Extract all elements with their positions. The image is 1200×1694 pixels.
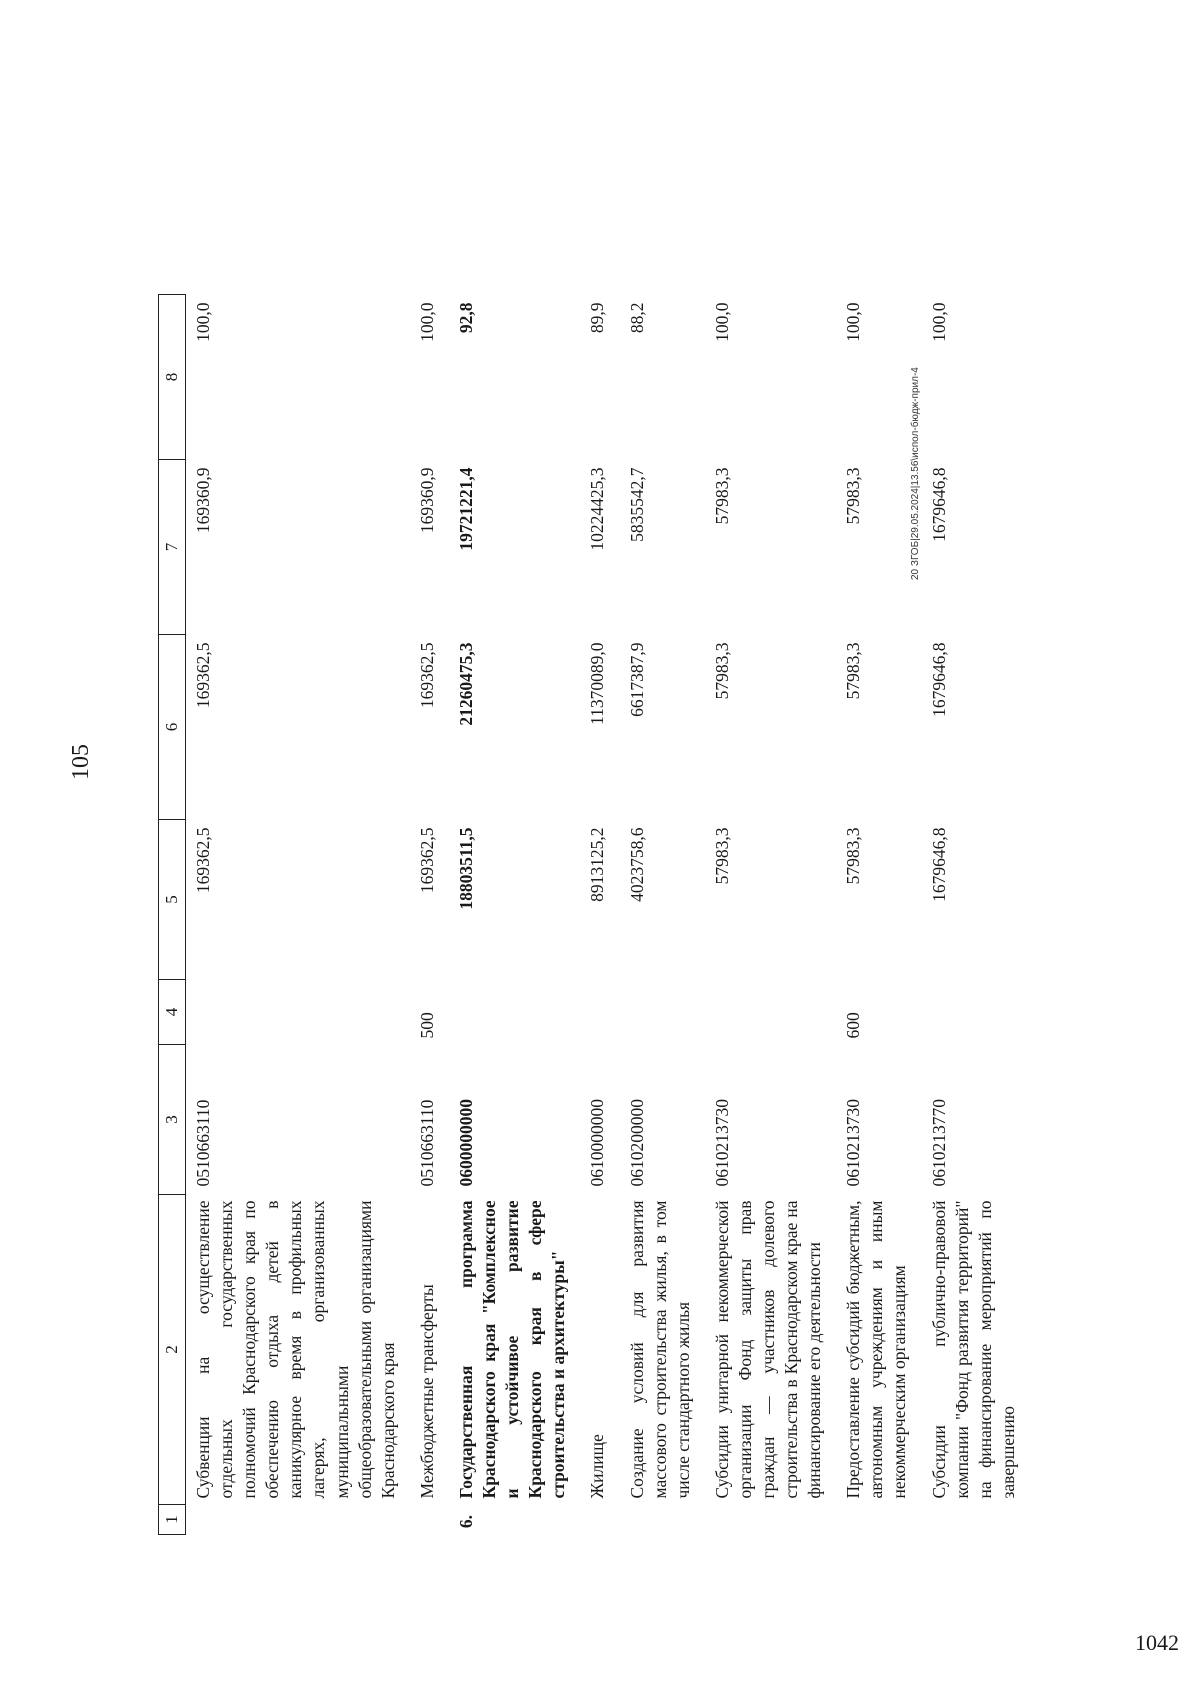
row-value-6: 57983,3 [711, 642, 732, 700]
document-footer: 20 ЗГОБ|29.05.2024|13.56\испол-бюдж-прил-4 [910, 367, 921, 580]
row-value-8: 88,2 [626, 302, 647, 334]
row-value-6: 1679646,8 [928, 642, 949, 717]
row-code: 0600000000 [455, 1099, 476, 1187]
table-row [705, 295, 836, 1535]
row-number [836, 1505, 921, 1535]
row-value-8: 100,0 [843, 302, 864, 342]
column-header: 6 [159, 635, 186, 820]
row-value-5: 18803511,5 [455, 827, 476, 910]
table-row [186, 295, 410, 1535]
row-name: Межбюджетные трансферты [416, 1284, 437, 1499]
row-type: 500 [416, 1012, 437, 1039]
row-value-7: 19721221,4 [455, 467, 476, 551]
row-value-5: 57983,3 [711, 827, 732, 885]
row-value-8: 100,0 [711, 302, 732, 342]
table-row [410, 295, 449, 1535]
row-type: 600 [843, 1012, 864, 1039]
row-value-8: 100,0 [416, 302, 437, 342]
row-name: Создание условий для развития массового строительства жилья, в том числе стандартного жилья [626, 1200, 693, 1499]
row-value-6: 11370089,0 [587, 642, 608, 725]
row-value-7: 57983,3 [843, 467, 864, 525]
table-row [620, 295, 705, 1535]
page-number: 105 [68, 744, 94, 780]
row-value-5: 169362,5 [416, 827, 437, 894]
row-value-8: 89,9 [587, 302, 608, 334]
row-code: 0610200000 [626, 1099, 647, 1187]
row-number [620, 1505, 705, 1535]
row-value-6: 21260475,3 [455, 642, 476, 726]
row-type [620, 980, 705, 1045]
row-code: 0510663110 [193, 1099, 213, 1187]
row-value-5: 4023758,6 [626, 827, 647, 902]
budget-table [158, 294, 1030, 1535]
row-value-5: 8913125,2 [587, 827, 608, 902]
table-row [449, 295, 580, 1535]
row-code: 0510663110 [416, 1099, 437, 1187]
row-number [705, 1505, 836, 1535]
row-number [410, 1505, 449, 1535]
row-number: 6. [455, 1514, 476, 1529]
row-code: 0610213770 [928, 1099, 949, 1187]
row-value-7: 169360,9 [193, 467, 213, 534]
row-name: Жилище [587, 1434, 608, 1499]
row-name: Субвенции на осуществление отдельных государственных полномочий Краснодарского края по обеспечению отдыха детей в каникулярное время в профильных лагерях, организованных муниципальными общеобразовательными организациями Краснодарского края [193, 1200, 398, 1499]
row-value-7: 57983,3 [711, 467, 732, 525]
table-row [580, 295, 619, 1535]
row-value-7: 5835542,7 [626, 467, 647, 542]
row-name: Предоставление субсидий бюджетным, автономным учреждениям и иным некоммерческим организациям [843, 1200, 910, 1499]
row-value-6: 57983,3 [843, 642, 864, 700]
row-type [580, 980, 619, 1045]
row-value-7: 10224425,3 [587, 467, 608, 551]
sheet-number: 1042 [1135, 1630, 1179, 1655]
row-value-6: 169362,5 [193, 642, 213, 709]
column-header: 7 [159, 460, 186, 635]
row-name: Субсидии публично-правовой компании "Фонд развития территорий" на финансирование мероприятий по завершению [928, 1200, 1018, 1499]
row-number [922, 1505, 1030, 1535]
row-type [922, 980, 1030, 1045]
row-type [449, 980, 580, 1045]
row-name: Государственная программа Краснодарского края "Комплексное и устойчивое развитие Краснодарского края в сфере строительства и архитектуры" [455, 1200, 569, 1499]
column-header: 8 [159, 295, 186, 460]
row-value-8: 92,8 [455, 302, 476, 334]
row-value-7: 169360,9 [416, 467, 437, 534]
row-value-5: 57983,3 [843, 827, 864, 885]
row-type [186, 980, 410, 1045]
table-header-row [159, 295, 186, 1535]
row-value-8: 100,0 [928, 302, 949, 342]
row-code: 0610000000 [587, 1099, 608, 1187]
column-header: 3 [159, 1045, 186, 1195]
row-type [705, 980, 836, 1045]
document-page [0, 220, 1018, 1620]
column-header: 1 [159, 1505, 186, 1535]
column-header: 2 [159, 1195, 186, 1505]
row-value-6: 169362,5 [416, 642, 437, 709]
row-number [580, 1505, 619, 1535]
column-header: 5 [159, 820, 186, 980]
table-row [922, 295, 1030, 1535]
row-code: 0610213730 [843, 1099, 864, 1187]
row-name: Субсидии унитарной некоммерческой организации Фонд защиты прав граждан — участников долевого строительства в Краснодарском крае на финансирование его деятельности [711, 1200, 825, 1499]
row-value-5: 169362,5 [193, 827, 213, 894]
row-value-6: 6617387,9 [626, 642, 647, 717]
row-code: 0610213730 [711, 1099, 732, 1187]
row-value-8: 100,0 [193, 302, 213, 342]
row-number [186, 1505, 410, 1535]
row-value-5: 1679646,8 [928, 827, 949, 902]
column-header: 4 [159, 980, 186, 1045]
table-row [836, 295, 921, 1535]
row-value-7: 1679646,8 [928, 467, 949, 542]
